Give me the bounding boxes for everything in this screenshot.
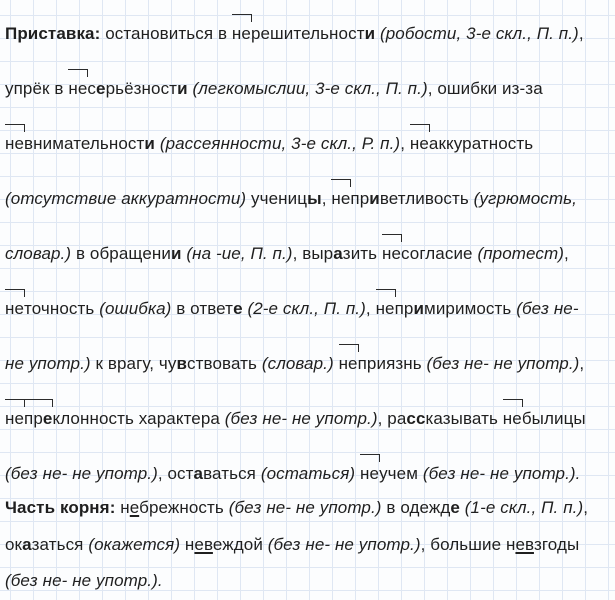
- section-label: Приставка:: [5, 24, 101, 43]
- text-span: ствовать: [187, 354, 262, 373]
- text-span: , ошибки из-за: [427, 79, 543, 98]
- orthogram-letter: и: [177, 79, 188, 98]
- orthogram-letter: е: [96, 79, 106, 98]
- annotation-text: (без не- не употр.): [224, 409, 378, 428]
- orthogram-letter: а: [193, 464, 204, 483]
- annotation-text: (1-е скл., П. п.): [464, 498, 584, 517]
- text-line: [5, 134, 615, 154]
- section-label: Часть корня:: [5, 498, 116, 517]
- text-line: [5, 535, 615, 555]
- text-line: [5, 354, 615, 374]
- text-span: в обращени: [71, 244, 171, 263]
- annotation-text: (легкомыслии, 3-е скл., П. п.): [192, 79, 428, 98]
- text-span: рьёзност: [105, 79, 178, 98]
- text-span: , выр: [292, 244, 334, 263]
- annotation-text: (без не-: [516, 299, 579, 318]
- text-span: н: [115, 498, 130, 517]
- text-span: ,: [579, 354, 585, 373]
- root-underlined-letters: ев: [194, 535, 213, 554]
- annotation-text: (ошибка): [99, 299, 172, 318]
- annotation-text: (без не- не употр.): [267, 535, 421, 554]
- orthogram-letter: сс: [406, 409, 426, 428]
- prefix-marked-morpheme: не: [5, 134, 25, 153]
- prefix-marked-morpheme: не: [360, 464, 380, 483]
- text-span: с: [87, 79, 96, 98]
- text-span: брежность: [139, 498, 229, 517]
- text-span: , ост: [157, 464, 194, 483]
- orthogram-letter: а: [333, 244, 343, 263]
- prefix-marked-morpheme: не: [5, 299, 25, 318]
- annotation-text: (без не- не употр.): [426, 354, 580, 373]
- text-line: [5, 571, 615, 591]
- prefix-marked-morpheme: не: [231, 24, 251, 43]
- text-span: ветливость: [379, 189, 474, 208]
- text-span: ,: [321, 189, 332, 208]
- text-line: [5, 244, 615, 264]
- prefix-marked-morpheme: не: [502, 409, 522, 428]
- prefix-marked-morpheme: не: [338, 354, 358, 373]
- orthogram-letter: и: [413, 299, 425, 318]
- text-line: [5, 79, 615, 99]
- prefix-marked-morpheme: не: [381, 244, 402, 263]
- annotation-text: (без не- не употр.).: [422, 464, 581, 483]
- text-span: к врагу, чу: [90, 354, 177, 373]
- orthogram-letter: и: [170, 244, 182, 263]
- orthogram-letter: а: [22, 535, 32, 554]
- annotation-text: (без не- не употр.).: [5, 571, 163, 590]
- orthogram-letter: е: [42, 409, 53, 428]
- annotation-text: (без не- не употр.): [228, 498, 382, 517]
- annotation-text: (2-е скл., П. п.): [247, 299, 366, 318]
- prefix-marked-morpheme: не: [375, 299, 395, 318]
- text-span: заться: [31, 535, 89, 554]
- annotation-text: (словар.): [261, 354, 334, 373]
- annotation-text: (робости, 3-е скл., П. п.): [379, 24, 579, 43]
- text-line: [5, 409, 615, 429]
- annotation-text: (остаться): [260, 464, 356, 483]
- prefix-marked-morpheme: не: [331, 189, 351, 208]
- text-span: в одежд: [381, 498, 451, 517]
- annotation-text: (окажется): [88, 535, 181, 554]
- orthogram-letter: и: [144, 134, 155, 153]
- annotation-text: не употр.): [5, 354, 91, 373]
- text-line: [5, 24, 615, 44]
- text-span: в ответ: [171, 299, 234, 318]
- text-span: учениц: [246, 189, 308, 208]
- text-span: миримость: [424, 299, 517, 318]
- text-span: упрёк в: [5, 79, 69, 98]
- text-span: остановиться в: [100, 24, 232, 43]
- text-span: пр: [394, 299, 414, 318]
- text-span: ,: [400, 134, 410, 153]
- root-underlined-letters: ев: [515, 535, 534, 554]
- text-span: еждой: [212, 535, 268, 554]
- text-span: приязнь: [357, 354, 427, 373]
- annotation-text: (рассеянности, 3-е скл., Р. п.): [159, 134, 401, 153]
- text-span: пр: [350, 189, 370, 208]
- text-span: , большие н: [420, 535, 516, 554]
- text-line: [5, 498, 615, 518]
- text-span: н: [180, 535, 195, 554]
- root-underlined-letters: е: [129, 498, 140, 517]
- orthogram-letter: и: [364, 24, 376, 43]
- orthogram-letter: ы: [307, 189, 322, 208]
- prefix-marked-morpheme: не: [409, 134, 429, 153]
- text-span: ,: [564, 244, 569, 263]
- orthogram-letter: е: [233, 299, 243, 318]
- text-span: решительност: [250, 24, 365, 43]
- text-span: пр: [24, 409, 43, 428]
- annotation-text: (отсутствие аккуратности): [5, 189, 247, 208]
- orthogram-letter: е: [450, 498, 460, 517]
- text-span: точность: [24, 299, 100, 318]
- prefix-marked-morpheme: не: [5, 409, 25, 428]
- prefix-marked-morpheme: [24, 409, 52, 428]
- text-line: [5, 299, 615, 319]
- text-span: клонность характера: [52, 409, 225, 428]
- text-span: согласие: [401, 244, 478, 263]
- text-span: внимательност: [24, 134, 145, 153]
- text-span: ваться: [203, 464, 261, 483]
- annotation-text: словар.): [5, 244, 72, 263]
- text-span: учем: [379, 464, 423, 483]
- text-span: былицы: [521, 409, 586, 428]
- text-span: аккуратность: [428, 134, 534, 153]
- text-span: ,: [583, 498, 589, 517]
- text-span: ,: [578, 24, 584, 43]
- annotation-text: (протест): [477, 244, 565, 263]
- text-span: , ра: [377, 409, 407, 428]
- annotation-text: (на -ие, П. п.): [186, 244, 293, 263]
- annotation-text: (угрюмость,: [473, 189, 577, 208]
- text-line: [5, 189, 615, 209]
- orthogram-letter: и: [369, 189, 380, 208]
- text-span: казывать: [425, 409, 503, 428]
- annotation-text: (без не- не употр.): [5, 464, 158, 483]
- text-span: [334, 354, 339, 373]
- text-span: згоды: [533, 535, 580, 554]
- orthogram-letter: в: [176, 354, 188, 373]
- text-span: ок: [5, 535, 23, 554]
- text-span: ,: [365, 299, 376, 318]
- text-span: зить: [342, 244, 382, 263]
- text-line: [5, 464, 615, 484]
- prefix-marked-morpheme: не: [68, 79, 88, 98]
